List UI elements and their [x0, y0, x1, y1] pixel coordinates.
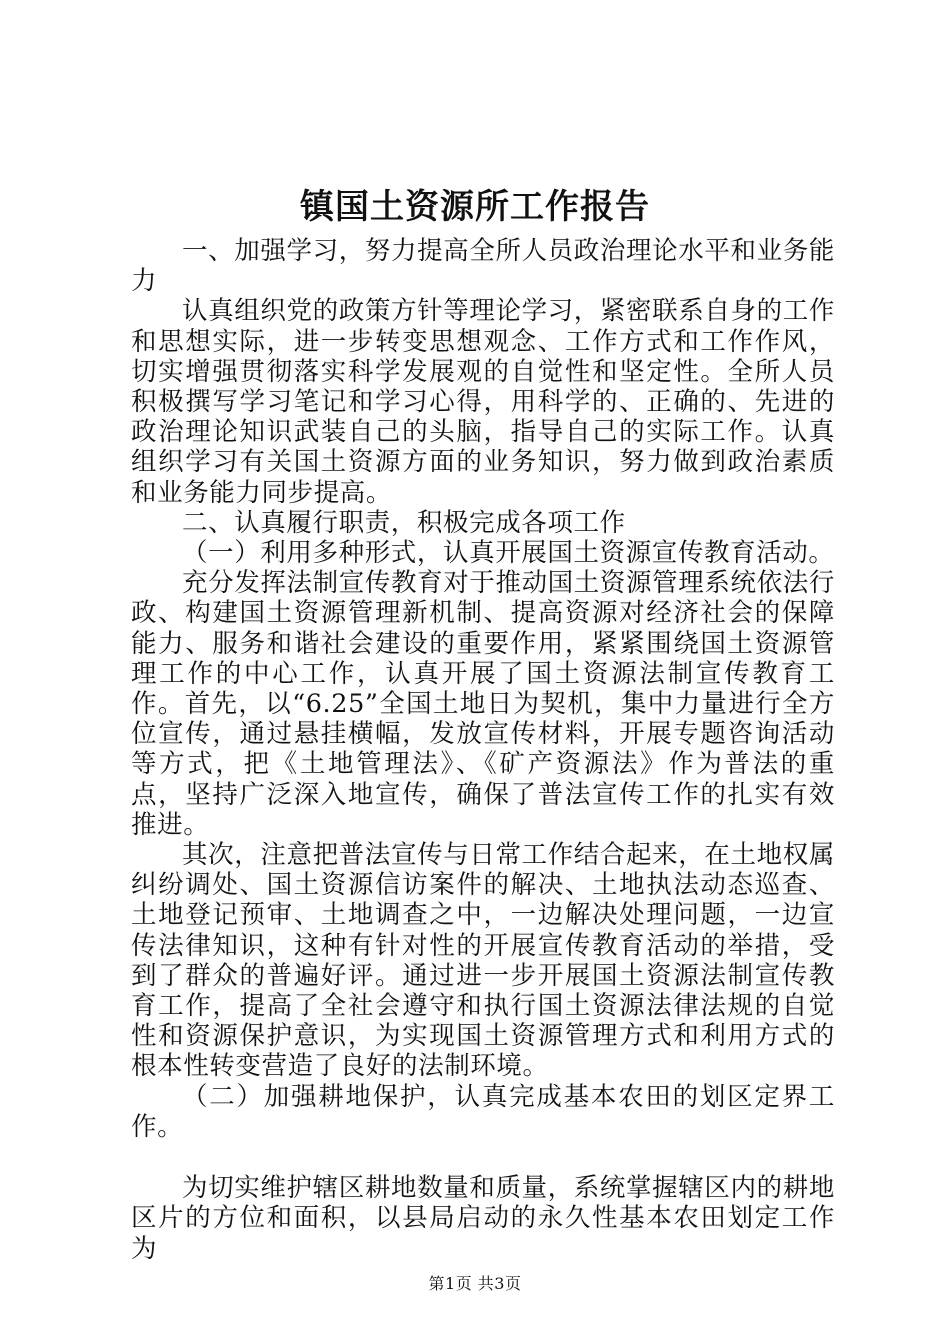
- section-heading-1: 一、加强学习，努力提高全所人员政治理论水平和业务能力: [131, 236, 835, 297]
- document-body: [131, 236, 835, 1264]
- body-paragraph: 充分发挥法制宣传教育对于推动国土资源管理系统依法行政、构建国土资源管理新机制、提高资源对经济社会的保障能力、服务和谐社会建设的重要作用，紧紧围绕国土资源管理工作的中心工作，认真开展了国土资源法制宣传教育工作。首先，以“6.25”全国土地日为契机，集中力量进行全方位宣传，通过悬挂横幅，发放宣传材料，开展专题咨询活动等方式，把《土地管理法》、《矿产资源法》作为普法的重点，坚持广泛深入地宣传，确保了普法宣传工作的扎实有效推进。: [131, 568, 835, 840]
- page-number-footer: 第1页 共3页: [428, 1274, 522, 1293]
- subsection-heading-1: （一）利用多种形式，认真开展国土资源宣传教育活动。: [182, 538, 835, 569]
- body-paragraph: 认真组织党的政策方针等理论学习，紧密联系自身的工作和思想实际，进一步转变思想观念、工作方式和工作作风，切实增强贯彻落实科学发展观的自觉性和坚定性。全所人员积极撰写学习笔记和学习心得，用科学的、正确的、先进的政治理论知识武装自己的头脑，指导自己的实际工作。认真组织学习有关国土资源方面的业务知识，努力做到政治素质和业务能力同步提高。: [131, 296, 835, 508]
- subsection-heading-2: （二）加强耕地保护，认真完成基本农田的划区定界工作。: [131, 1081, 835, 1142]
- body-paragraph: 其次，注意把普法宣传与日常工作结合起来，在土地权属纠纷调处、国土资源信访案件的解决、土地执法动态巡查、土地登记预审、土地调查之中，一边解决处理问题，一边宣传法律知识，这种有针对性的开展宣传教育活动的举措，受到了群众的普遍好评。通过进一步开展国土资源法制宣传教育工作，提高了全社会遵守和执行国土资源法律法规的自觉性和资源保护意识，为实现国土资源管理方式和利用方式的根本性转变营造了良好的法制环境。: [131, 840, 835, 1082]
- body-paragraph: 为切实维护辖区耕地数量和质量，系统掌握辖区内的耕地区片的方位和面积，以县局启动的永久性基本农田划定工作为: [131, 1173, 835, 1264]
- document-title: 镇国土资源所工作报告: [300, 187, 650, 227]
- section-heading-2: 二、认真履行职责，积极完成各项工作: [182, 507, 626, 538]
